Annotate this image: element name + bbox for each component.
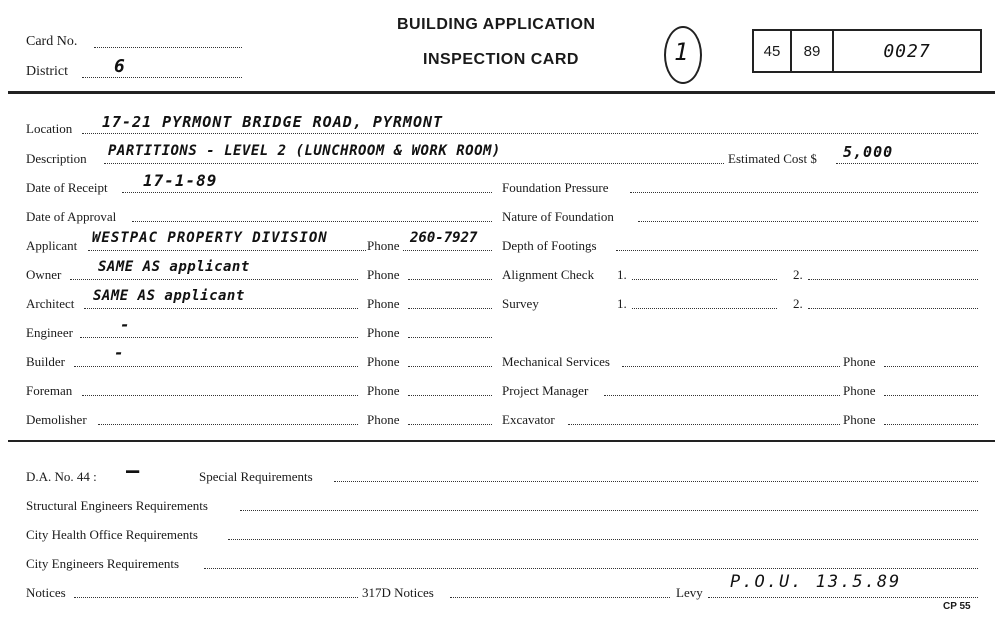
structural-requirements-line [240, 510, 978, 511]
title-line1: BUILDING APPLICATION [397, 16, 596, 33]
engineer-phone-label: Phone [367, 325, 400, 340]
owner-label: Owner [26, 267, 62, 282]
project-manager-phone-label: Phone [843, 383, 876, 398]
foundation-pressure-line [630, 192, 978, 193]
mechanical-services-label: Mechanical Services [502, 354, 610, 369]
nature-of-foundation-label: Nature of Foundation [502, 209, 614, 224]
foundation-pressure-label: Foundation Pressure [502, 180, 609, 195]
card-no-line [94, 47, 242, 48]
card-number-box [752, 29, 982, 73]
header-divider [8, 91, 995, 94]
levy-label: Levy [676, 585, 703, 600]
engineer-value: - [120, 315, 131, 334]
estimated-cost-label: Estimated Cost $ [728, 151, 817, 166]
number-box-3: 0027 [883, 40, 931, 62]
survey-num-1: 1. [617, 296, 627, 311]
demolisher-phone-line [408, 424, 492, 425]
applicant-label: Applicant [26, 238, 78, 253]
builder-value: - [114, 343, 125, 362]
description-label: Description [26, 151, 87, 166]
location-line [82, 133, 978, 134]
applicant-value: WESTPAC PROPERTY DIVISION [92, 230, 328, 246]
alignment-check-num-2: 2. [793, 267, 803, 282]
excavator-phone-label: Phone [843, 412, 876, 427]
demolisher-line [98, 424, 358, 425]
structural-requirements-label: Structural Engineers Requirements [26, 498, 208, 513]
survey-line-1 [632, 308, 777, 309]
card-no-label: Card No. [26, 34, 78, 49]
architect-phone-line [408, 308, 492, 309]
date-of-approval-label: Date of Approval [26, 209, 117, 224]
alignment-check-line-1 [632, 279, 777, 280]
alignment-check-label: Alignment Check [502, 267, 595, 282]
special-requirements-label: Special Requirements [199, 469, 313, 484]
architect-label: Architect [26, 296, 75, 311]
builder-line [74, 366, 358, 367]
mechanical-services-phone-line [884, 366, 978, 367]
circled-number: 1 [674, 38, 690, 66]
notices-317d-label: 317D Notices [362, 585, 434, 600]
number-box-2: 89 [792, 31, 834, 71]
depth-of-footings-line [616, 250, 978, 251]
city-engineers-requirements-line [204, 568, 978, 569]
excavator-line [568, 424, 840, 425]
builder-label: Builder [26, 354, 65, 369]
number-box-1: 45 [754, 31, 792, 71]
project-manager-phone-line [884, 395, 978, 396]
builder-phone-label: Phone [367, 354, 400, 369]
survey-line-2 [808, 308, 978, 309]
survey-num-2: 2. [793, 296, 803, 311]
demolisher-phone-label: Phone [367, 412, 400, 427]
district-value: 6 [114, 56, 126, 77]
mechanical-services-phone-label: Phone [843, 354, 876, 369]
excavator-phone-line [884, 424, 978, 425]
alignment-check-num-1: 1. [617, 267, 627, 282]
depth-of-footings-label: Depth of Footings [502, 238, 597, 253]
footer-divider [8, 440, 995, 442]
foreman-phone-line [408, 395, 492, 396]
estimated-cost-value: 5,000 [843, 143, 894, 161]
applicant-line [88, 250, 492, 251]
demolisher-label: Demolisher [26, 412, 87, 427]
engineer-label: Engineer [26, 325, 73, 340]
city-engineers-requirements-label: City Engineers Requirements [26, 556, 180, 571]
engineer-phone-line [408, 337, 492, 338]
da-no-value: — [126, 459, 141, 484]
engineer-line [80, 337, 358, 338]
levy-line [708, 597, 978, 598]
nature-of-foundation-line [638, 221, 978, 222]
health-requirements-label: City Health Office Requirements [26, 527, 198, 542]
description-value: PARTITIONS - LEVEL 2 (LUNCHROOM & WORK ROOM) [108, 143, 501, 159]
district-line [82, 77, 242, 78]
title-line2: INSPECTION CARD [423, 51, 579, 68]
health-requirements-line [228, 539, 978, 540]
foreman-phone-label: Phone [367, 383, 400, 398]
date-of-approval-line [132, 221, 492, 222]
builder-phone-line [408, 366, 492, 367]
excavator-label: Excavator [502, 412, 555, 427]
owner-phone-line [408, 279, 492, 280]
levy-value: P.O.U. 13.5.89 [730, 572, 902, 592]
foreman-line [82, 395, 358, 396]
applicant-phone-value: 260-7927 [410, 230, 478, 246]
architect-line [84, 308, 358, 309]
mechanical-services-line [622, 366, 840, 367]
foreman-label: Foreman [26, 383, 73, 398]
owner-phone-label: Phone [367, 267, 400, 282]
district-label: District [26, 64, 68, 79]
form-code: CP 55 [943, 601, 971, 612]
applicant-phone-label: Phone [367, 238, 400, 253]
notices-317d-line [450, 597, 670, 598]
description-line [104, 163, 724, 164]
architect-phone-label: Phone [367, 296, 400, 311]
project-manager-label: Project Manager [502, 383, 589, 398]
date-of-receipt-value: 17-1-89 [143, 171, 218, 190]
estimated-cost-line [836, 163, 978, 164]
alignment-check-line-2 [808, 279, 978, 280]
survey-label: Survey [502, 296, 539, 311]
date-of-receipt-label: Date of Receipt [26, 180, 108, 195]
architect-value: SAME AS applicant [93, 288, 245, 304]
da-no-label: D.A. No. 44 : [26, 469, 97, 484]
owner-line [70, 279, 358, 280]
location-value: 17-21 PYRMONT BRIDGE ROAD, PYRMONT [102, 113, 444, 131]
date-of-receipt-line [122, 192, 492, 193]
special-requirements-line [334, 481, 978, 482]
location-label: Location [26, 121, 73, 136]
notices-label: Notices [26, 585, 66, 600]
owner-value: SAME AS applicant [98, 259, 250, 275]
project-manager-line [604, 395, 840, 396]
notices-line [74, 597, 358, 598]
